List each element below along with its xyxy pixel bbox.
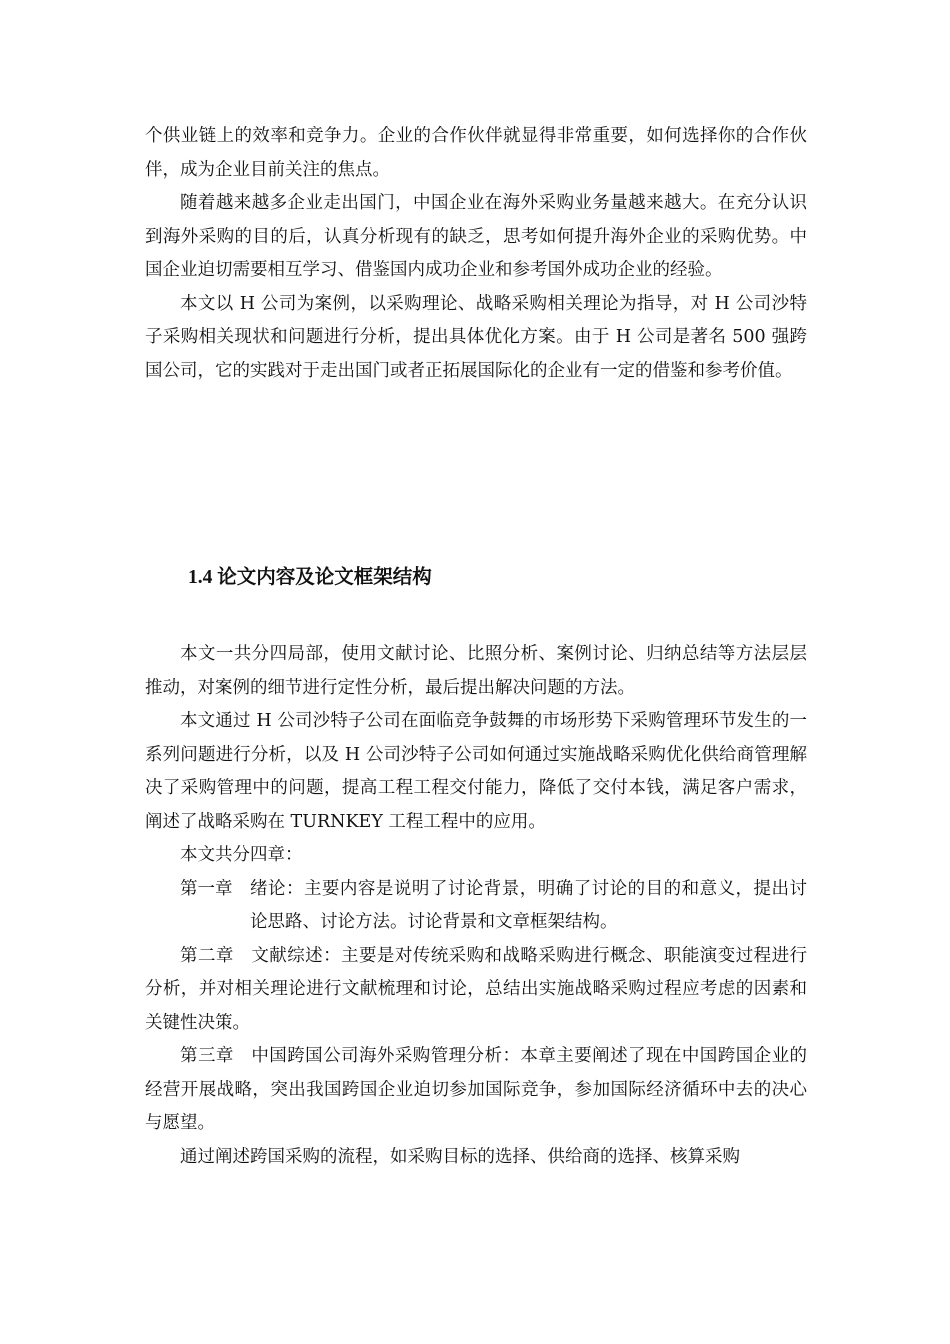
section-text-block bbox=[145, 638, 807, 1174]
paragraph: 本文共分四章： bbox=[180, 845, 303, 865]
chapter-text: 绪论：主要内容是说明了讨论背景，明确了讨论的目的和意义，提出讨论思路、讨论方法。讨论背景和文章框架结构。 bbox=[250, 878, 807, 932]
paragraph: 随着越来越多企业走出国门，中国企业在海外采购业务量越来越大。在充分认识到海外采购的目的后，认真分析现有的缺乏，思考如何提升海外企业的采购优势。中国企业迫切需要相互学习、借鉴国内成功企业和参考国外成功企业的经验。 bbox=[145, 193, 807, 280]
chapter-item bbox=[145, 1040, 807, 1141]
chapter-text: 文献综述：主要是对传统采购和战略采购进行概念、职能演变过程进行分析，并对相关理论进行文献梳理和讨论，总结出实施战略采购过程应考虑的因素和关键性决策。 bbox=[145, 945, 808, 1033]
paragraph: 本文一共分四局部，使用文献讨论、比照分析、案例讨论、归纳总结等方法层层推动，对案例的细节进行定性分析，最后提出解决问题的方法。 bbox=[145, 644, 807, 698]
chapter-label: 第一章 bbox=[180, 878, 233, 899]
chapter-text: 中国跨国公司海外采购管理分析：本章主要阐述了现在中国跨国企业的经营开展战略，突出我国跨国企业迫切参加国际竞争，参加国际经济循环中去的决心与愿望。 bbox=[145, 1046, 808, 1133]
chapter-label: 第三章 bbox=[180, 1046, 234, 1066]
intro-text-block bbox=[145, 120, 807, 388]
chapter-item bbox=[145, 940, 807, 1041]
paragraph: 本文通过 H 公司沙特子公司在面临竞争鼓舞的市场形势下采购管理环节发生的一系列问题进行分析，以及 H 公司沙特子公司如何通过实施战略采购优化供给商管理解决了采购管理中的问题，提高工程工程交付能力，降低了交付本钱，满足客户需求，阐述了战略采购在 TURNKEY 工程工程中的应用。 bbox=[145, 711, 807, 832]
chapter-label: 第二章 bbox=[180, 945, 234, 966]
chapter-item bbox=[145, 873, 807, 940]
paragraph: 个供业链上的效率和竞争力。企业的合作伙伴就显得非常重要，如何选择你的合作伙伴，成为企业目前关注的焦点。 bbox=[145, 126, 807, 180]
section-heading: 1.4 论文内容及论文框架结构 bbox=[188, 567, 432, 588]
paragraph: 本文以 H 公司为案例，以采购理论、战略采购相关理论为指导，对 H 公司沙特子采购相关现状和问题进行分析，提出具体优化方案。由于 H 公司是著名 500 强跨国公司，它的实践对于走出国门或者正拓展国际化的企业有一定的借鉴和参考价值。 bbox=[145, 293, 807, 381]
paragraph: 通过阐述跨国采购的流程，如采购目标的选择、供给商的选择、核算采购 bbox=[180, 1146, 740, 1167]
